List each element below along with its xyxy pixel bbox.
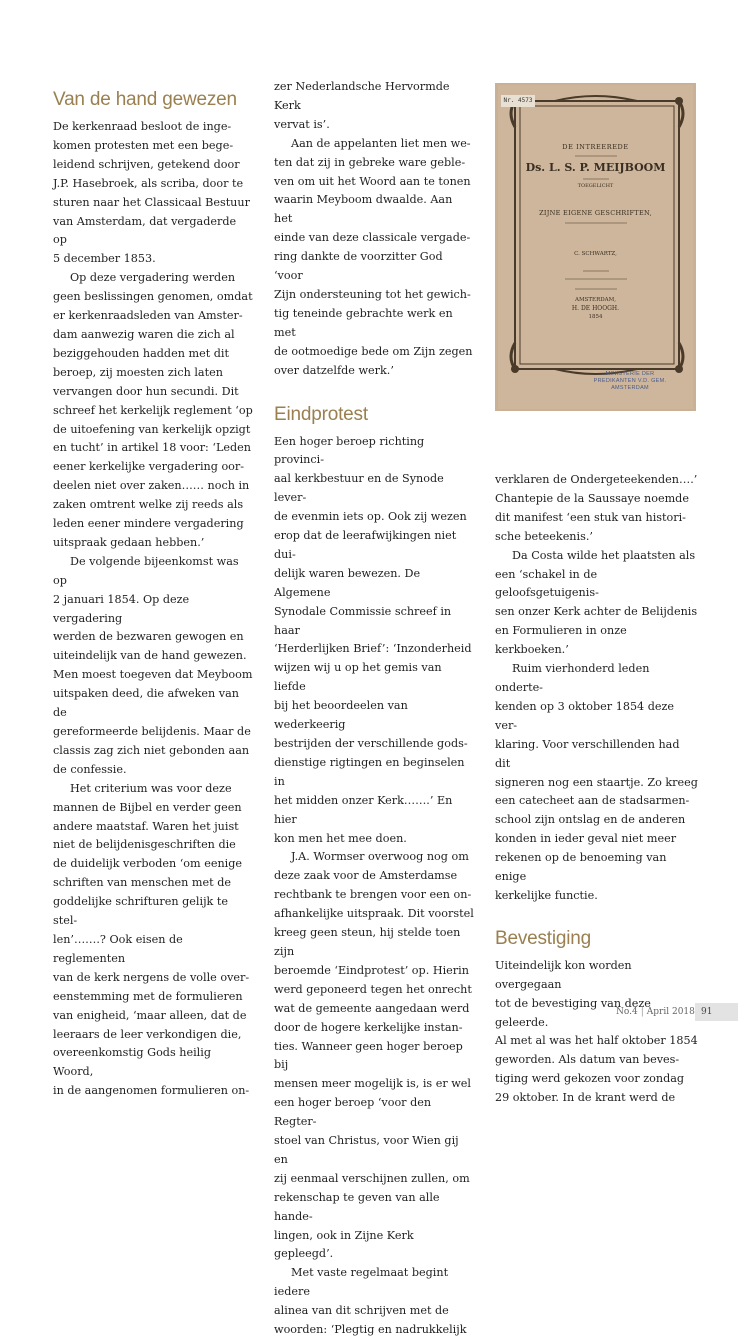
paragraph: zer Nederlandsche Hervormde Kerk vervat is’.: [274, 80, 450, 131]
paragraph: Da Costa wilde het plaatsten als een ‘schakel in de geloofsgetuigenis- sen onzer Kerk achter de Belijdenis en Formulieren in onze kerkboeken.’: [495, 548, 698, 657]
section-heading-van-de-hand-gewezen: Van de hand gewezen: [53, 89, 237, 110]
issue-number: No.4: [616, 1007, 638, 1017]
page-number: 91: [695, 1003, 738, 1021]
column-2: [274, 78, 474, 1340]
cover-title-line: TOEGELICHT: [577, 183, 614, 189]
paragraph: De volgende bijeenkomst was op 2 januari 1854. Op deze vergadering werden de bezwaren gewogen en uiteindelijk van de hand gewezen. Men moest toegeven dat Meyboom uitspaken deed, die afweken van de gereformeerde belijdenis. Maar de classis zag zich niet gebonden aan de confessie.: [53, 554, 253, 776]
book-cover-image: [495, 83, 696, 411]
page-footer: [616, 1003, 695, 1021]
paragraph: Op deze vergadering werden geen beslissingen genomen, omdat er kerkenraadsleden van Amster- dam aanwezig waren die zich al beziggehouden hadden met dit beroep, zij moesten zich laten vervangen door hun secundi. Dit schreef het kerkelijk reglement ‘op de uitoefening van kerkelijk opzigt en tucht’ in artikel 18 voor: ‘Leden eener kerkelijke vergadering oor- deelen niet over zaken…… noch in zaken omtrent welke zij reeds als leden eener mindere vergadering uitspraak gedaan hebben.’: [53, 271, 253, 549]
paragraph: Met vaste regelmaat begint iedere alinea van dit schrijven met de woorden: ‘Plegtig en nadrukkelijk: [274, 1266, 467, 1337]
cover-publisher-place: AMSTERDAM,: [575, 297, 616, 303]
section-heading-eindprotest: Eindprotest: [274, 403, 368, 425]
column-1: [53, 78, 253, 1101]
footer-separator: |: [640, 1007, 644, 1017]
paragraph: De kerkenraad besloot de inge- komen protesten met een bege- leidend schrijven, getekend door J.P. Hasebroek, als scriba, door te sturen naar het Classicaal Bestuur van Amsterdam, dat vergaderde op 5 december 1853.: [53, 120, 250, 266]
paragraph: Het criterium was voor deze mannen de Bijbel en verder geen andere maatstaf. Waren het juist niet de belijdenisgeschriften die de duidelijk verboden ‘om eenige schriften van menschen met de goddelijke schrifturen gelijk te stel- len’…….? Ook eisen de reglementen van de kerk nergens de volle over- eenstemming met de formulieren van enigheid, ‘maar alleen, dat de leeraars de leer verkondigen die, overeenkomstig Gods heilig Woord, in de aangenomen formulieren on-: [53, 781, 250, 1098]
cover-title-line: Ds. L. S. P. MEIJBOOM: [525, 161, 666, 174]
cover-title-line: DE INTREEREDE: [562, 143, 629, 151]
paragraph: Ruim vierhonderd leden onderte- kenden op 3 oktober 1854 deze ver- klaring. Voor verschillenden had dit signeren nog een staartje. Zo kreeg een catecheet aan de stadsarmen- school zijn ontslag en de anderen konden in ieder geval niet meer rekenen op de benoeming van enige kerkelijke functie.: [495, 662, 698, 902]
paragraph: Uiteindelijk kon worden overgegaan tot de bevestiging van deze geleerde. Al met al was het half oktober 1854 geworden. Als datum van beves- tiging werd gekozen voor zondag 29 oktober. In de krant werd de: [495, 958, 698, 1105]
section-heading-bevestiging: Bevestiging: [495, 927, 592, 949]
paragraph: verklaren de Ondergeteekenden….’ Chantepie de la Saussaye noemde dit manifest ‘een stuk van histori- sche beteekenis.’: [495, 473, 698, 543]
library-number-label: Nr. 4573: [501, 95, 535, 107]
cover-publisher: H. DE HOOGH.: [571, 305, 620, 312]
paragraph: Aan de appelanten liet men we- ten dat zij in gebreke ware geble- ven om uit het Woord aan te tonen waarin Meyboom dwaalde. Aan het einde van deze classicale vergade- ring dankte de voorzitter God ‘voor Zijn ondersteuning tot het gewich- tig teneinde gebrachte werk en met de ootmoedige bede om Zijn zegen over datzelfde werk.’: [274, 136, 473, 377]
cover-year: 1854: [588, 314, 603, 320]
issue-date: April 2018: [646, 1007, 695, 1017]
paragraph: J.A. Wormser overwoog nog om deze zaak voor de Amsterdamse rechtbank te brengen voor een on- afhankelijke uitspraak. Dit voorstel kreeg geen steun, hij stelde toen zijn beroemde ‘Eindprotest’ op. Hierin werd geponeerd tegen het onrecht wat de gemeente aangedaan werd door de hogere kerkelijke instan- ties. Wanneer geen hoger beroep bij mensen meer mogelijk is, is er wel een hoger beroep ‘voor den Regter- stoel van Christus, voor Wien gij en zij eenmaal verschijnen zullen, om rekenschap te geven van alle hande- lingen, ook in Zijne Kerk gepleegd’.: [274, 850, 474, 1261]
paragraph: Een hoger beroep richting provinci- aal kerkbestuur en de Synode lever- de evenmin iets op. Ook zij wezen erop dat de leerafwijkingen niet dui- delijk waren bewezen. De Algemene Synodale Commissie schreef in haar ‘Herderlijken Brief’: ‘Inzonderheid wijzen wij u op het gemis van liefde bij het beoordeelen van wederkeerig bestrijden der verschillende gods- dienstige rigtingen en beginselen in het midden onzer Kerk…….’ En hier kon men het mee doen.: [274, 434, 472, 845]
cover-ornament-frame: [495, 83, 696, 411]
cover-title-line: ZIJNE EIGENE GESCHRIFTEN,: [539, 209, 652, 217]
library-stamp: MINISTERIE DER PREDIKANTEN V.D. GEM. AMSTERDAM: [593, 371, 667, 391]
cover-title-line: C. SCHWARTZ,: [574, 251, 617, 257]
